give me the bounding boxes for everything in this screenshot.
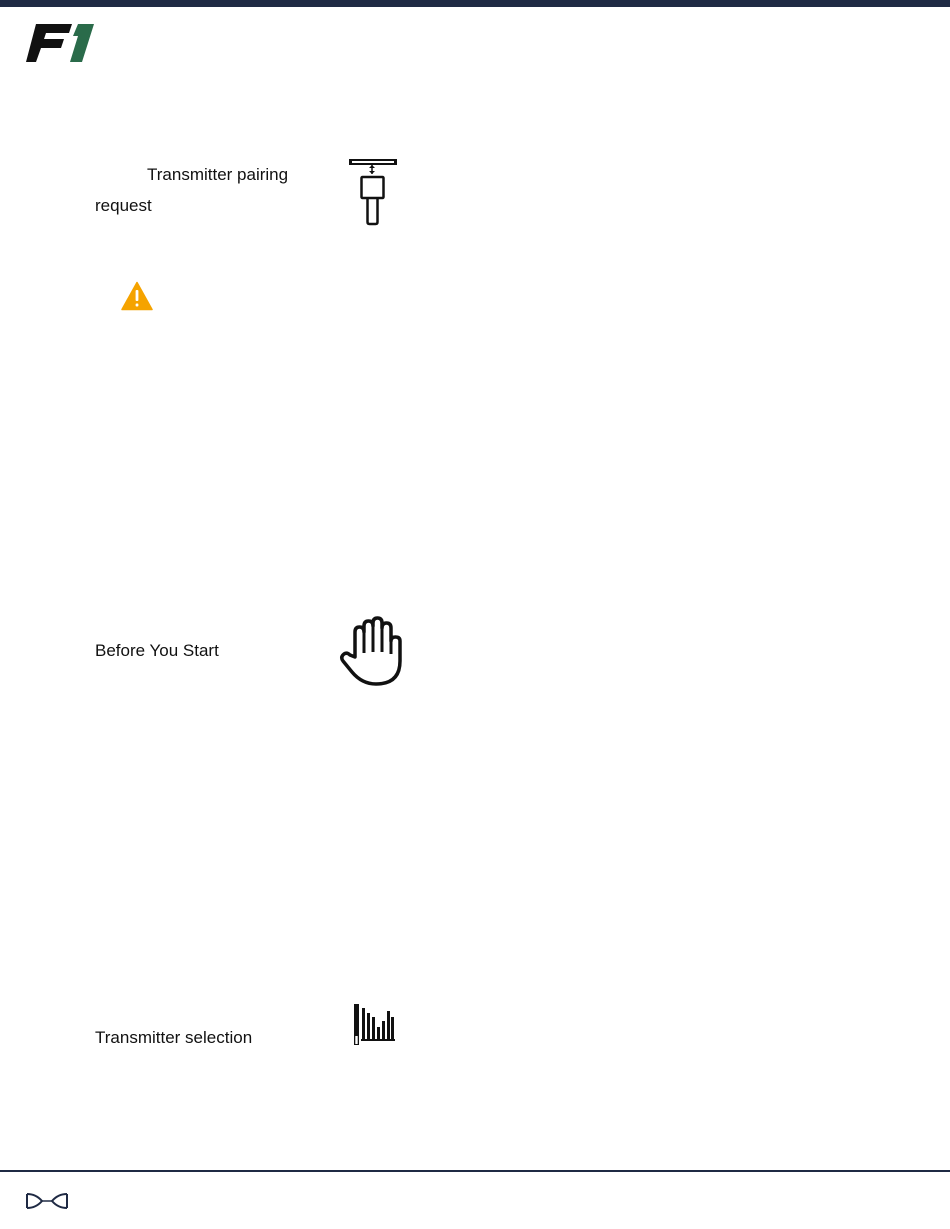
transmitter-pairing-icon	[348, 157, 398, 227]
transmitter-selection-icon	[353, 1003, 397, 1047]
top-bar	[0, 0, 950, 7]
transmitter-pairing-label-line2: request	[95, 196, 152, 215]
hand-stop-icon	[339, 614, 407, 688]
warning-triangle-icon	[121, 281, 153, 311]
dci-logo-icon	[24, 1192, 70, 1210]
before-you-start-label: Before You Start	[95, 641, 219, 660]
logo-letter-f	[26, 24, 72, 62]
f1-logo-icon	[26, 22, 98, 64]
footer-divider	[0, 1170, 950, 1172]
logo-digit-1	[70, 24, 94, 62]
transmitter-selection-label: Transmitter selection	[95, 1028, 253, 1047]
transmitter-pairing-label-line1: Transmitter pairing	[147, 165, 289, 184]
transmitter-pairing-label	[95, 159, 288, 221]
